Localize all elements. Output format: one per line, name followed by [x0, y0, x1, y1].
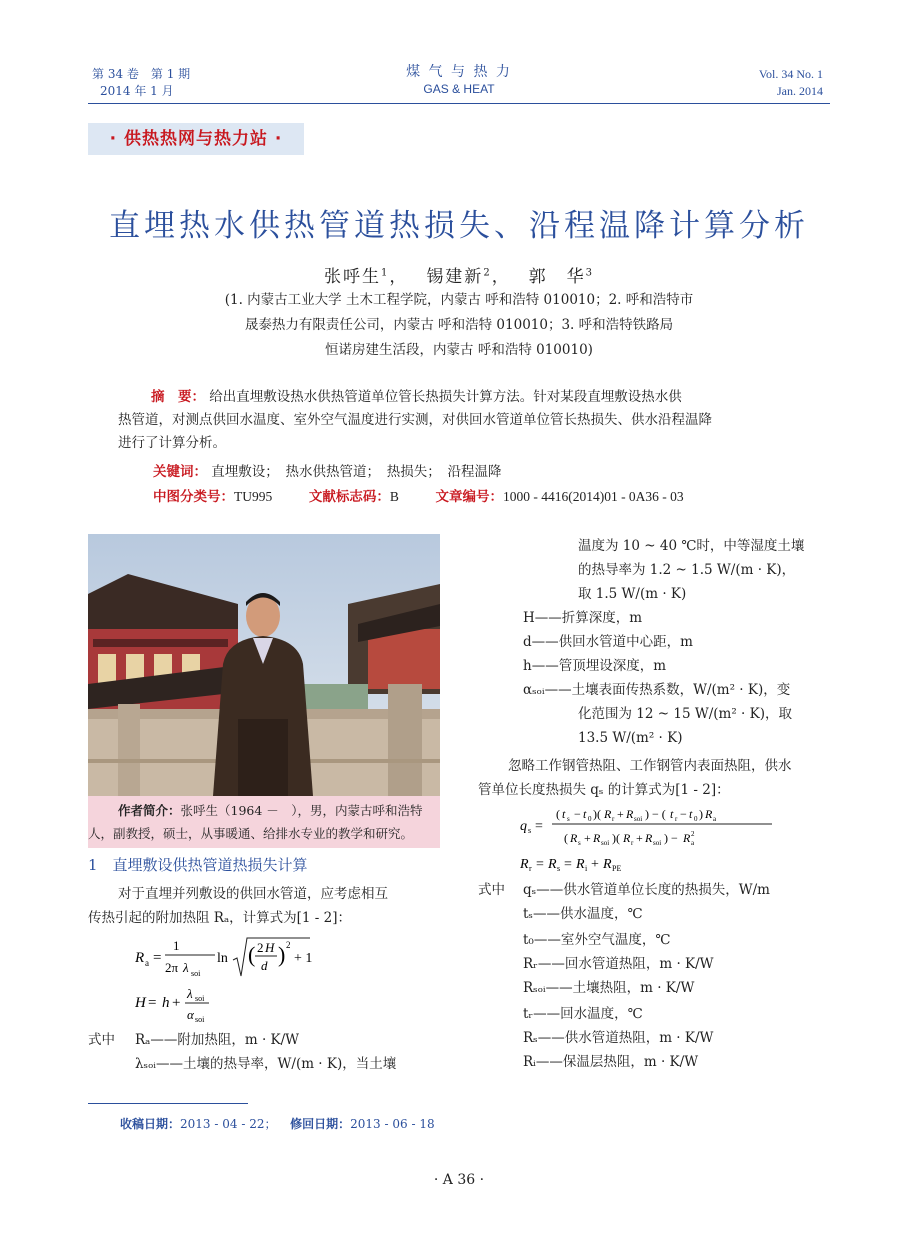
- equation-ra: [135, 932, 335, 982]
- svg-text:r: r: [631, 839, 634, 847]
- svg-text:λ: λ: [183, 960, 189, 975]
- equation-rr: [520, 852, 720, 874]
- author-affil-sup: 1: [381, 267, 390, 279]
- doc-code-label: 文献标志码：: [308, 489, 390, 505]
- author-affil-sup: 3: [585, 267, 594, 279]
- definition-line: H——折算深度，m: [523, 610, 643, 626]
- received-date: 2013 - 04 - 22；: [180, 1117, 277, 1131]
- author-bio: [88, 796, 440, 848]
- svg-text:PE: PE: [612, 864, 622, 873]
- abstract-line: 热管道，对测点供回水温度、室外空气温度进行实测，对供回水管道单位管长热损失、供水沿程温降: [118, 412, 712, 428]
- svg-text:1: 1: [173, 938, 180, 953]
- svg-text:ln: ln: [217, 951, 228, 966]
- svg-text:soi: soi: [653, 839, 662, 847]
- page-number: · A 36 ·: [433, 1172, 485, 1188]
- author-name: 郭 华: [528, 267, 586, 287]
- header-rule: [88, 103, 830, 104]
- definition-line: Rₛₒᵢ——土壤热阻，m · K/W: [523, 980, 695, 996]
- author-list: 张呼生$^1$， 锡建新$^2$， 郭 华$^3$: [324, 267, 594, 287]
- svg-text:a: a: [713, 815, 717, 823]
- svg-text:r: r: [529, 864, 532, 873]
- equation-qs: [520, 800, 780, 850]
- header-volume: 第 34 卷 第 1 期: [92, 67, 191, 81]
- definition-line: d——供回水管道中心距，m: [523, 634, 693, 650]
- revised-date: 2013 - 06 - 18: [350, 1117, 435, 1131]
- article-title: 直埋热水供热管道热损失、沿程温降计算分析: [109, 208, 809, 244]
- definition-line: 化范围为 12 ~ 15 W/(m² · K)，取: [578, 706, 792, 722]
- definition-line: 温度为 10 ~ 40 ℃时，中等湿度土壤: [578, 538, 805, 554]
- svg-text:+: +: [617, 807, 624, 821]
- svg-text:R: R: [593, 831, 601, 845]
- definition-line: 13.5 W/(m² · K): [578, 730, 683, 746]
- svg-text:α: α: [187, 1007, 194, 1022]
- svg-text:=: =: [153, 950, 162, 966]
- bio-label: 作者简介：: [118, 803, 181, 818]
- svg-text:): ): [278, 942, 286, 967]
- definition-line: Rₛ——供水管道热阻，m · K/W: [523, 1030, 714, 1046]
- body-paragraph: 对于直埋并列敷设的供回水管道，应考虑相互: [118, 886, 388, 902]
- revised-label: 修回日期：: [290, 1117, 351, 1131]
- svg-text:soi: soi: [195, 1015, 205, 1024]
- svg-text:t: t: [562, 807, 566, 821]
- affiliation-line: 晟泰热力有限责任公司，内蒙古 呼和浩特 010010；3. 呼和浩特铁路局: [244, 317, 674, 333]
- svg-text:R: R: [705, 807, 713, 821]
- svg-text:=: =: [148, 995, 157, 1011]
- bio-line: 张呼生（1964 － ），男，内蒙古呼和浩特: [180, 803, 423, 818]
- svg-text:s: s: [528, 826, 532, 835]
- svg-text:+: +: [172, 995, 181, 1011]
- bio-line: 人，副教授，硕士，从事暖通、给排水专业的教学和研究。: [88, 826, 414, 841]
- svg-text:soi: soi: [601, 839, 610, 847]
- svg-text:)(: )(: [593, 807, 601, 821]
- svg-text:2π: 2π: [165, 960, 179, 975]
- svg-text:q: q: [520, 819, 527, 834]
- svg-text:) − (: ) − (: [645, 807, 666, 821]
- equation-h: [135, 985, 255, 1027]
- abstract-label: 摘 要：: [151, 389, 205, 405]
- svg-text:R: R: [645, 831, 653, 845]
- article-no-value: 1000 - 4416(2014)01 - 0A36 - 03: [502, 489, 684, 504]
- received-label: 收稿日期：: [120, 1117, 181, 1131]
- svg-text:a: a: [145, 958, 149, 968]
- definition-line: λₛₒᵢ——土壤的热导率，W/(m · K)，当土壤: [135, 1056, 397, 1072]
- author-photo: [88, 534, 440, 796]
- svg-text:−: −: [574, 807, 581, 821]
- svg-text:)(: )(: [612, 831, 620, 845]
- svg-text:s: s: [557, 864, 561, 873]
- svg-text:r: r: [612, 815, 615, 823]
- svg-text:=: =: [535, 819, 543, 834]
- svg-text:r: r: [675, 815, 678, 823]
- section-heading: 1 直埋敷设供热管道热损失计算: [88, 856, 308, 874]
- svg-text:t: t: [670, 807, 674, 821]
- svg-text:R: R: [683, 831, 691, 845]
- svg-text:0: 0: [588, 815, 592, 823]
- svg-text:(: (: [556, 807, 560, 821]
- journal-name-en: GAS & HEAT: [423, 82, 495, 96]
- doc-code-value: B: [389, 489, 399, 504]
- svg-text:soi: soi: [195, 994, 205, 1003]
- header-volume-en: [759, 66, 823, 100]
- definition-line: tₛ——供水温度，℃: [523, 906, 643, 922]
- svg-text:R: R: [548, 857, 557, 872]
- svg-text:R: R: [626, 807, 634, 821]
- body-paragraph: 忽略工作钢管热阻、工作钢管内表面热阻，供水: [508, 758, 792, 774]
- svg-text:+: +: [636, 831, 643, 845]
- journal-name-cn: 煤 气 与 热 力: [406, 64, 512, 80]
- definition-line: tᵣ——回水温度，℃: [523, 1006, 643, 1022]
- svg-text:(: (: [564, 831, 568, 845]
- svg-text:R: R: [570, 831, 578, 845]
- svg-text:R: R: [603, 857, 612, 872]
- svg-text:i: i: [585, 864, 588, 873]
- svg-text:(: (: [248, 942, 256, 967]
- definition-line: t₀——室外空气温度，℃: [523, 932, 671, 948]
- section-label: · 供热热网与热力站 ·: [88, 123, 304, 155]
- svg-text:s: s: [578, 839, 581, 847]
- svg-text:R: R: [623, 831, 631, 845]
- definition-line: 取 1.5 W/(m · K): [578, 586, 687, 602]
- where-label: 式中: [88, 1032, 115, 1048]
- definition-line: αₛₒᵢ——土壤表面传热系数，W/(m² · K)，变: [523, 682, 791, 698]
- article-no-label: 文章编号：: [435, 489, 503, 505]
- footnote-dates: [120, 1115, 435, 1132]
- svg-text:a: a: [691, 839, 695, 847]
- svg-text:H: H: [265, 940, 275, 955]
- body-paragraph: 管单位长度热损失 qₛ 的计算式为[1 - 2]：: [478, 782, 730, 798]
- svg-text:R: R: [576, 857, 585, 872]
- classification-line: [153, 485, 684, 505]
- svg-text:h: h: [162, 995, 170, 1011]
- definition-line: Rᵢ——保温层热阻，m · K/W: [523, 1054, 699, 1070]
- svg-text:+: +: [584, 831, 591, 845]
- definition-line: Rᵣ——回水管道热阻，m · K/W: [523, 956, 714, 972]
- svg-text:+ 1: + 1: [294, 951, 313, 966]
- svg-text:R: R: [604, 807, 612, 821]
- abstract-line: 给出直埋敷设热水供热管道单位管长热损失计算方法。针对某段直埋敷设热水供: [209, 389, 682, 405]
- svg-text:+: +: [591, 857, 599, 872]
- definition-line: qₛ——供水管道单位长度的热损失，W/m: [523, 882, 770, 898]
- svg-text:) −: ) −: [664, 831, 678, 845]
- svg-text:R: R: [520, 857, 529, 872]
- keywords: [153, 460, 502, 480]
- svg-text:2: 2: [257, 940, 264, 955]
- svg-text:−: −: [680, 807, 687, 821]
- svg-text:2: 2: [691, 830, 695, 838]
- header-date: 2014 年 1 月: [100, 84, 174, 98]
- svg-text:H: H: [135, 995, 146, 1011]
- definition-line: 的热导率为 1.2 ~ 1.5 W/(m · K)，: [578, 562, 796, 578]
- svg-text:d: d: [261, 958, 268, 973]
- keywords-label: 关键词：: [153, 464, 207, 480]
- affiliation-line: 恒诺房建生活段，内蒙古 呼和浩特 010010): [325, 342, 593, 358]
- svg-text:soi: soi: [191, 969, 201, 978]
- svg-text:soi: soi: [634, 815, 643, 823]
- svg-text:s: s: [567, 815, 570, 823]
- affiliation-line: (1. 内蒙古工业大学 土木工程学院，内蒙古 呼和浩特 010010；2. 呼和浩特市: [224, 292, 694, 308]
- abstract: [118, 386, 808, 455]
- body-paragraph: 传热引起的附加热阻 Rₐ，计算式为[1 - 2]：: [88, 910, 352, 926]
- author-affil-sup: 2: [483, 267, 492, 279]
- abstract-line: 进行了计算分析。: [118, 435, 226, 451]
- svg-text:=: =: [564, 857, 572, 872]
- svg-text:=: =: [536, 857, 544, 872]
- svg-text:2: 2: [286, 940, 291, 950]
- keywords-text: 直埋敷设； 热水供热管道； 热损失； 沿程温降: [211, 464, 502, 480]
- author-name: 锡建新: [426, 267, 484, 287]
- clc-label: 中图分类号：: [153, 489, 234, 505]
- where-label: 式中: [478, 882, 505, 898]
- svg-text:R: R: [135, 950, 145, 966]
- svg-text:λ: λ: [187, 986, 193, 1001]
- clc-value: TU995: [234, 489, 273, 504]
- header-volume-en-line2: Jan. 2014: [777, 84, 823, 98]
- author-name: 张呼生: [324, 267, 382, 287]
- svg-text:0: 0: [694, 815, 698, 823]
- footnote-rule: [88, 1103, 248, 1104]
- header-volume-en-line1: Vol. 34 No. 1: [758, 67, 823, 81]
- definition-line: Rₐ——附加热阻，m · K/W: [135, 1032, 300, 1048]
- svg-text:t: t: [689, 807, 693, 821]
- svg-text:): ): [699, 807, 703, 821]
- definition-line: h——管顶埋设深度，m: [523, 658, 666, 674]
- svg-text:t: t: [583, 807, 587, 821]
